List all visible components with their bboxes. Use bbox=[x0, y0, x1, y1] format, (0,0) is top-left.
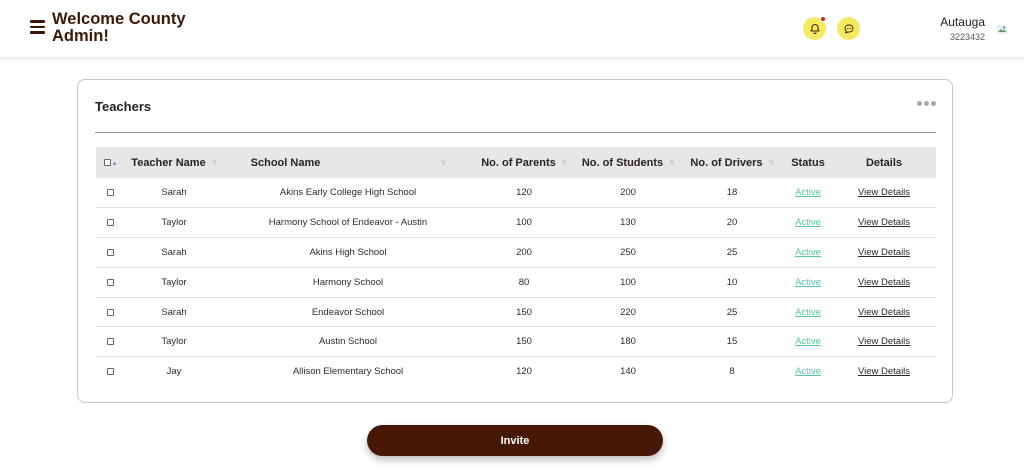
row-checkbox[interactable] bbox=[107, 368, 114, 375]
table-body bbox=[96, 178, 936, 387]
students-count-cell: 200 bbox=[620, 187, 636, 199]
select-all-checkbox[interactable] bbox=[104, 159, 111, 166]
bell-icon bbox=[809, 23, 821, 35]
status-cell bbox=[784, 357, 832, 387]
details-cell bbox=[832, 208, 936, 238]
select-all-header bbox=[96, 147, 124, 178]
status-link[interactable]: Active bbox=[795, 336, 821, 348]
status-link[interactable]: Active bbox=[795, 217, 821, 229]
row-select-cell bbox=[96, 267, 124, 297]
sort-icon: ⇅ bbox=[768, 159, 775, 167]
school-name-cell: Akins Early College High School bbox=[279, 187, 417, 199]
drivers-count-cell: 25 bbox=[726, 246, 738, 258]
details-cell bbox=[832, 238, 936, 268]
row-checkbox[interactable] bbox=[107, 219, 114, 226]
table-row bbox=[96, 238, 936, 268]
school-name-cell: Harmony School bbox=[312, 276, 384, 288]
row-select-cell bbox=[96, 327, 124, 357]
details-cell bbox=[832, 357, 936, 387]
column-header-status: Status bbox=[791, 156, 825, 169]
school-name-cell: Austin School bbox=[318, 336, 378, 348]
view-details-link[interactable]: View Details bbox=[857, 306, 911, 318]
notification-dot bbox=[820, 16, 826, 22]
teacher-name-cell: Sarah bbox=[161, 306, 187, 318]
parents-count-cell: 80 bbox=[518, 276, 530, 288]
top-bar bbox=[0, 0, 1024, 57]
row-checkbox[interactable] bbox=[107, 338, 114, 345]
drivers-count-cell: 10 bbox=[726, 276, 738, 288]
view-details-link[interactable]: View Details bbox=[857, 187, 911, 199]
parents-count-cell: 120 bbox=[516, 187, 532, 199]
status-cell bbox=[784, 267, 832, 297]
column-header-school-name[interactable]: School Name ⇅ bbox=[250, 156, 447, 169]
details-cell bbox=[832, 267, 936, 297]
status-link[interactable]: Active bbox=[795, 366, 821, 378]
details-cell bbox=[832, 178, 936, 208]
user-name: Autauga bbox=[940, 15, 985, 29]
view-details-link[interactable]: View Details bbox=[857, 246, 911, 258]
hamburger-menu-icon[interactable] bbox=[30, 20, 45, 34]
card-title: Teachers bbox=[95, 99, 152, 114]
welcome-line-1: Welcome County bbox=[52, 10, 186, 28]
table-row bbox=[96, 178, 936, 208]
messages-button[interactable] bbox=[837, 17, 860, 40]
row-checkbox[interactable] bbox=[107, 189, 114, 196]
drivers-count-cell: 15 bbox=[726, 336, 738, 348]
status-cell bbox=[784, 327, 832, 357]
sort-icon: ▴ bbox=[112, 159, 117, 167]
status-cell bbox=[784, 238, 832, 268]
sort-icon: ⇅ bbox=[211, 159, 218, 167]
welcome-heading bbox=[52, 11, 202, 45]
status-cell bbox=[784, 297, 832, 327]
parents-count-cell: 150 bbox=[516, 336, 532, 348]
parents-count-cell: 100 bbox=[516, 217, 532, 229]
students-count-cell: 180 bbox=[620, 336, 636, 348]
row-select-cell bbox=[96, 208, 124, 238]
teacher-name-cell: Jay bbox=[166, 366, 182, 378]
user-avatar-icon[interactable] bbox=[997, 25, 1007, 34]
sort-icon: ⇅ bbox=[561, 159, 568, 167]
details-cell bbox=[832, 327, 936, 357]
teacher-name-cell: Sarah bbox=[161, 187, 187, 199]
students-count-cell: 220 bbox=[620, 306, 636, 318]
students-count-cell: 100 bbox=[620, 276, 636, 288]
drivers-count-cell: 18 bbox=[726, 187, 738, 199]
table-row bbox=[96, 208, 936, 238]
status-cell bbox=[784, 208, 832, 238]
students-count-cell: 250 bbox=[620, 246, 636, 258]
table-row bbox=[96, 327, 936, 357]
table-row bbox=[96, 267, 936, 297]
column-header-teacher-name[interactable]: Teacher Name ⇅ bbox=[131, 156, 218, 169]
welcome-line-2: Admin! bbox=[52, 27, 109, 45]
view-details-link[interactable]: View Details bbox=[857, 336, 911, 348]
row-select-cell bbox=[96, 238, 124, 268]
card-divider bbox=[95, 132, 936, 133]
school-name-cell: Akins High School bbox=[309, 246, 387, 258]
table-header-row bbox=[96, 147, 936, 178]
table-row bbox=[96, 357, 936, 387]
row-select-cell bbox=[96, 357, 124, 387]
column-header-details: Details bbox=[865, 156, 903, 169]
user-id: 3223432 bbox=[949, 32, 985, 42]
parents-count-cell: 150 bbox=[516, 306, 532, 318]
row-select-cell bbox=[96, 297, 124, 327]
sort-icon: ⇅ bbox=[440, 159, 447, 167]
status-link[interactable]: Active bbox=[795, 306, 821, 318]
teacher-name-cell: Taylor bbox=[161, 336, 187, 348]
row-checkbox[interactable] bbox=[107, 309, 114, 316]
teachers-table bbox=[96, 147, 936, 387]
school-name-cell: Allison Elementary School bbox=[292, 366, 404, 378]
view-details-link[interactable]: View Details bbox=[857, 276, 911, 288]
sort-icon: ⇅ bbox=[669, 159, 676, 167]
table-row bbox=[96, 297, 936, 327]
view-details-link[interactable]: View Details bbox=[857, 217, 911, 229]
students-count-cell: 130 bbox=[620, 217, 636, 229]
teacher-name-cell: Taylor bbox=[161, 217, 187, 229]
teachers-card bbox=[77, 79, 953, 403]
details-cell bbox=[832, 297, 936, 327]
parents-count-cell: 120 bbox=[516, 366, 532, 378]
drivers-count-cell: 20 bbox=[726, 217, 738, 229]
status-link[interactable]: Active bbox=[795, 187, 821, 199]
notifications-button[interactable] bbox=[803, 17, 826, 40]
chat-icon bbox=[843, 23, 855, 35]
drivers-count-cell: 25 bbox=[726, 306, 738, 318]
row-select-cell bbox=[96, 178, 124, 208]
status-link[interactable]: Active bbox=[795, 276, 821, 288]
parents-count-cell: 200 bbox=[516, 246, 532, 258]
school-name-cell: Endeavor School bbox=[311, 306, 385, 318]
teacher-name-cell: Sarah bbox=[161, 246, 187, 258]
view-details-link[interactable]: View Details bbox=[857, 366, 911, 378]
status-link[interactable]: Active bbox=[795, 246, 821, 258]
status-cell bbox=[784, 178, 832, 208]
column-header-parents[interactable]: No. of Parents ⇅ bbox=[481, 156, 568, 169]
invite-button[interactable]: Invite bbox=[367, 425, 663, 456]
students-count-cell: 140 bbox=[620, 366, 636, 378]
more-horizontal-icon[interactable] bbox=[917, 101, 936, 106]
column-header-students[interactable]: No. of Students ⇅ bbox=[581, 156, 676, 169]
row-checkbox[interactable] bbox=[107, 279, 114, 286]
column-header-drivers[interactable]: No. of Drivers ⇅ bbox=[690, 156, 775, 169]
row-checkbox[interactable] bbox=[107, 249, 114, 256]
school-name-cell: Harmony School of Endeavor - Austin bbox=[268, 217, 428, 229]
teacher-name-cell: Taylor bbox=[161, 276, 187, 288]
drivers-count-cell: 8 bbox=[729, 366, 735, 378]
